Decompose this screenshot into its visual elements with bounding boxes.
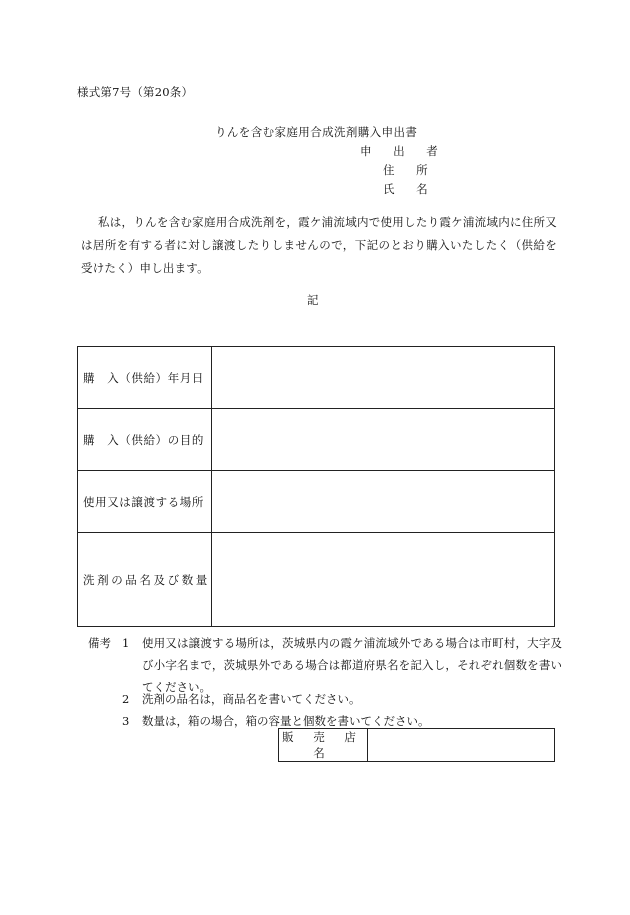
product-quantity-field[interactable]: [212, 533, 555, 627]
table-row: [78, 471, 555, 533]
page-title: りんを含む家庭用合成洗剤購入申出書: [215, 125, 418, 139]
table-row: [279, 729, 555, 762]
note-item: [122, 688, 562, 710]
application-table: [77, 346, 555, 627]
address-label: 住 所: [383, 163, 437, 177]
shop-name-label: 販 売 店 名: [279, 729, 368, 762]
usage-place-label: 使用又は譲渡する場所: [78, 471, 212, 533]
note-text: 洗剤の品名は，商品名を書いてください。: [142, 692, 361, 706]
purchase-date-field[interactable]: [212, 347, 555, 409]
shop-table: [278, 728, 555, 762]
declaration-text: 私は，りんを含む家庭用合成洗剤を，霞ケ浦流域内で使用したり霞ケ浦流域内に住所又は居所を有する者に対し譲渡したりしませんので，下記のとおり購入いたしたく（供給を受けたく）申し出ます。: [81, 215, 557, 275]
ki-heading: 記: [307, 293, 319, 307]
product-quantity-label: 洗剤の品名及び数量: [78, 533, 212, 627]
notes-heading: 備考: [88, 636, 111, 650]
note-text: 数量は，箱の場合，箱の容量と個数を書いてください。: [142, 714, 430, 728]
name-label: 氏 名: [383, 182, 437, 196]
applicant-label: 申 出 者: [360, 144, 447, 158]
table-row: [78, 409, 555, 471]
note-number: 1: [122, 636, 130, 650]
note-number: 2: [122, 692, 130, 706]
shop-name-field[interactable]: [368, 729, 555, 762]
usage-place-field[interactable]: [212, 471, 555, 533]
table-row: [78, 533, 555, 627]
purchase-purpose-label: 購 入（供給）の目的: [78, 409, 212, 471]
purchase-purpose-field[interactable]: [212, 409, 555, 471]
note-text: 使用又は譲渡する場所は，茨城県内の霞ケ浦流域外である場合は市町村，大字及び小字名まで，茨城県外である場合は都道府県名を記入し，それぞれ個数を書いてください。: [142, 636, 562, 694]
table-row: [78, 347, 555, 409]
applicant-block: [360, 142, 447, 199]
purchase-date-label: 購 入（供給）年月日: [78, 347, 212, 409]
form-number: 様式第7号（第20条）: [77, 85, 194, 99]
note-number: 3: [122, 714, 130, 728]
